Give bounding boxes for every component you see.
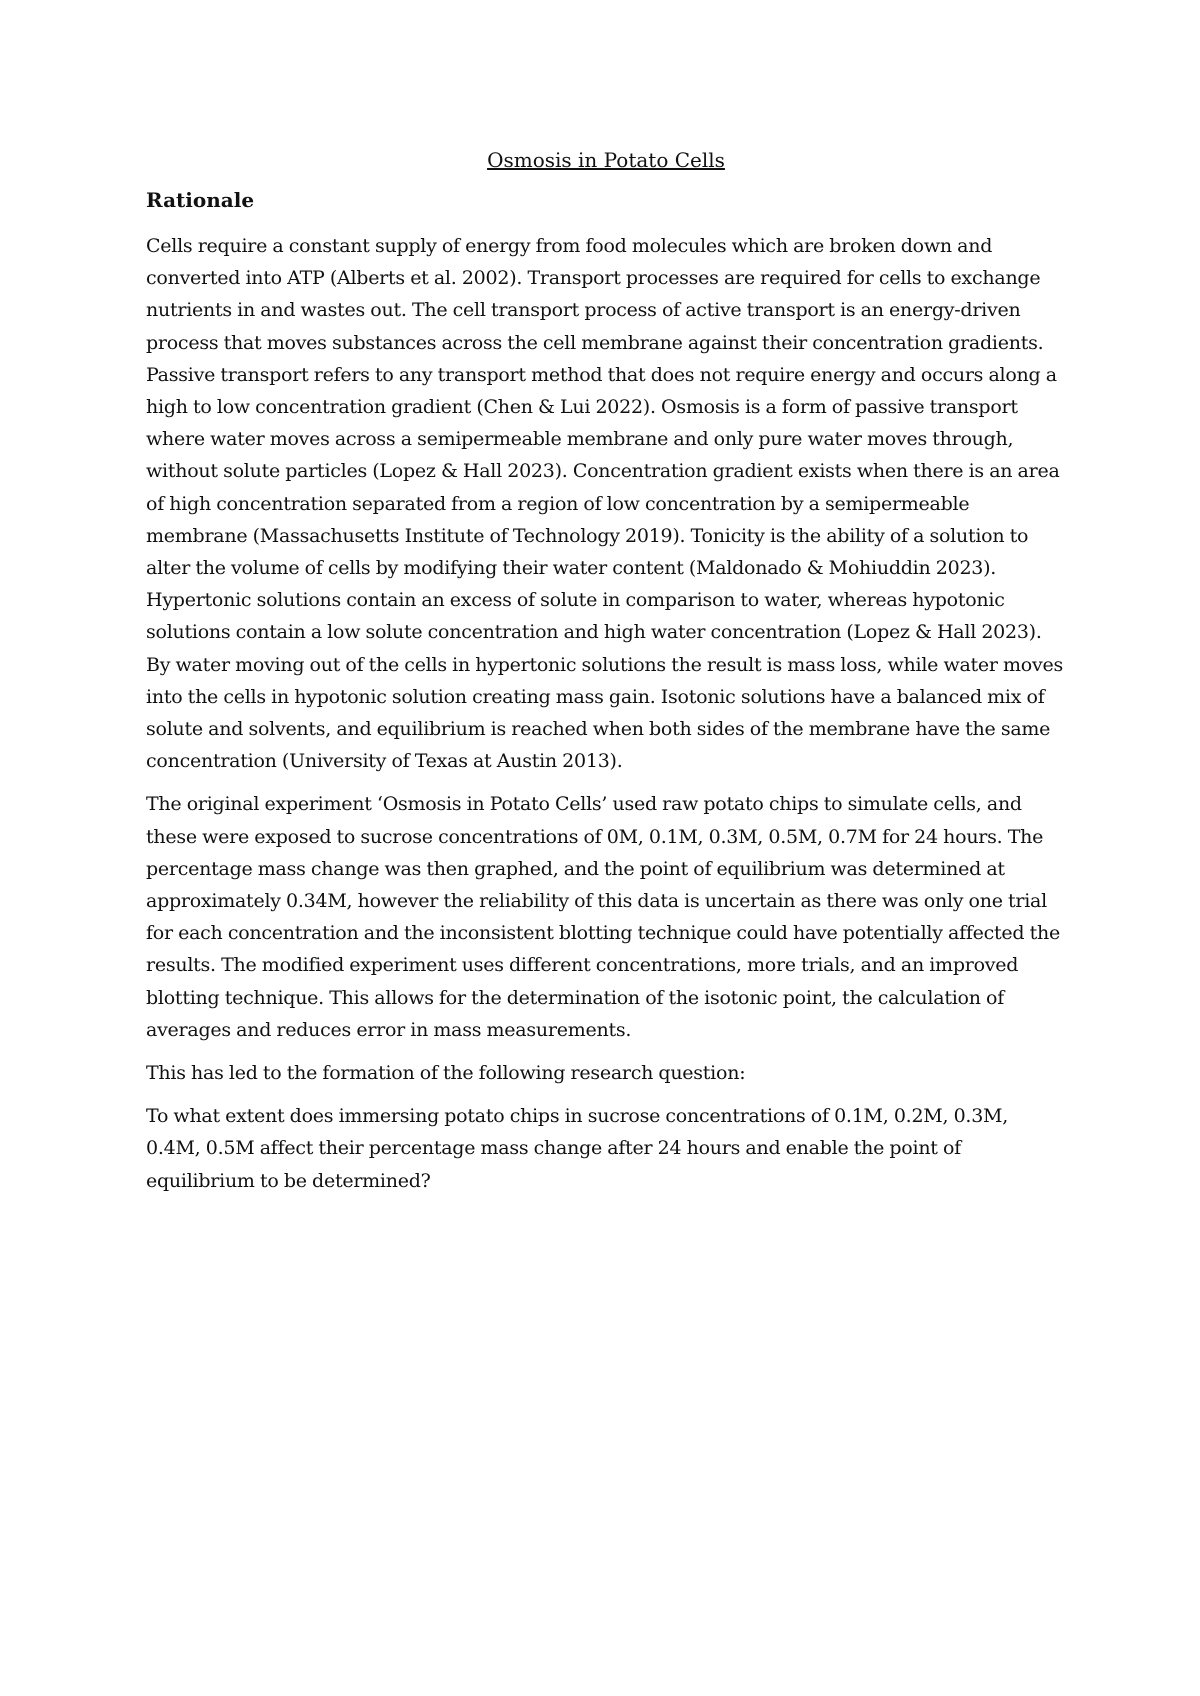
document-body <box>146 146 1066 1208</box>
paragraph-research-question: To what extent does immersing potato chips in sucrose concentrations of 0.1M, 0.2M, 0.3M, 0.4M, 0.5M affect their percentage mass change after 24 hours and enable the point of equilibrium to be determined? <box>146 1105 1009 1192</box>
paragraph-research-question-intro: This has led to the formation of the following research question: <box>146 1062 746 1085</box>
document-title: Osmosis in Potato Cells <box>487 148 725 172</box>
section-heading-rationale: Rationale <box>146 188 255 212</box>
paragraph-original-experiment: The original experiment ‘Osmosis in Potato Cells’ used raw potato chips to simulate cells, and these were exposed to sucrose concentrations of 0M, 0.1M, 0.3M, 0.5M, 0.7M for 24 hours. The percentage mass change was then graphed, and the point of equilibrium was determined at approximately 0.34M, however the reliability of this data is uncertain as there was only one trial for each concentration and the inconsistent blotting technique could have potentially affected the results. The modified experiment uses different concentrations, more trials, and an improved blotting technique. This allows for the determination of the isotonic point, the calculation of averages and reduces error in mass measurements. <box>146 793 1060 1041</box>
paragraph-rationale: Cells require a constant supply of energy from food molecules which are broken down and converted into ATP (Alberts et al. 2002). Transport processes are required for cells to exchange nutrients in and wastes out. The cell transport process of active transport is an energy-driven process that moves substances across the cell membrane against their concentration gradients. Passive transport refers to any transport method that does not require energy and occurs along a high to low concentration gradient (Chen & Lui 2022). Osmosis is a form of passive transport where water moves across a semipermeable membrane and only pure water moves through, without solute particles (Lopez & Hall 2023). Concentration gradient exists when there is an area of high concentration separated from a region of low concentration by a semipermeable membrane (Massachusetts Institute of Technology 2019). Tonicity is the ability of a solution to alter the volume of cells by modifying their water content (Maldonado & Mohiuddin 2023). Hypertonic solutions contain an excess of solute in comparison to water, whereas hypotonic solutions contain a low solute concentration and high water concentration (Lopez & Hall 2023). By water moving out of the cells in hypertonic solutions the result is mass loss, while water moves into the cells in hypotonic solution creating mass gain. Isotonic solutions have a balanced mix of solute and solvents, and equilibrium is reached when both sides of the membrane have the same concentration (University of Texas at Austin 2013). <box>146 235 1063 773</box>
